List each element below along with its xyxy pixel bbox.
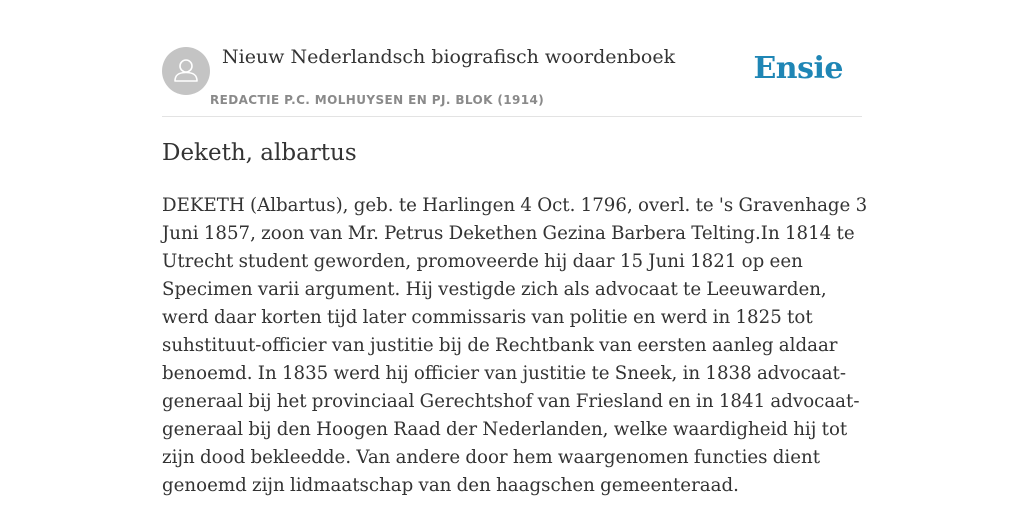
entry-title: Deketh, albartus [162, 140, 357, 166]
book-header [162, 0, 862, 117]
user-avatar-icon[interactable] [162, 47, 210, 95]
editors-line: REDACTIE P.C. MOLHUYSEN EN PJ. BLOK (1914) [210, 93, 545, 107]
entry-card [162, 0, 868, 496]
book-title[interactable]: Nieuw Nederlandsch biografisch woordenboek [222, 46, 676, 68]
entry-body: DEKETH (Albartus), geb. te Harlingen 4 Oct. 1796, overl. te 's Gravenhage 3 Juni 1857, zoon van Mr. Petrus Dekethen Gezina Barbera Telting.In 1814 te Utrecht student geworden, promoveerde hij daar 15 Juni 1821 op een Specimen varii argument. Hij vestigde zich als advocaat te Leeuwarden, werd daar korten tijd later commissaris van politie en werd in 1825 tot suhstituut-officier van justitie bij de Rechtbank van eersten aanleg aldaar benoemd. In 1835 werd hij officier van justitie te Sneek, in 1838 advocaat-generaal bij het provinciaal Gerechtshof van Friesland en in 1841 advocaat-generaal bij den Hoogen Raad der Nederlanden, welke waardigheid hij tot zijn dood bekleedde. Van andere door hem waargenomen functies dient genoemd zijn lidmaatschap van den haagschen gemeenteraad. [162, 195, 868, 496]
ensie-logo[interactable]: Ensie [753, 51, 843, 86]
